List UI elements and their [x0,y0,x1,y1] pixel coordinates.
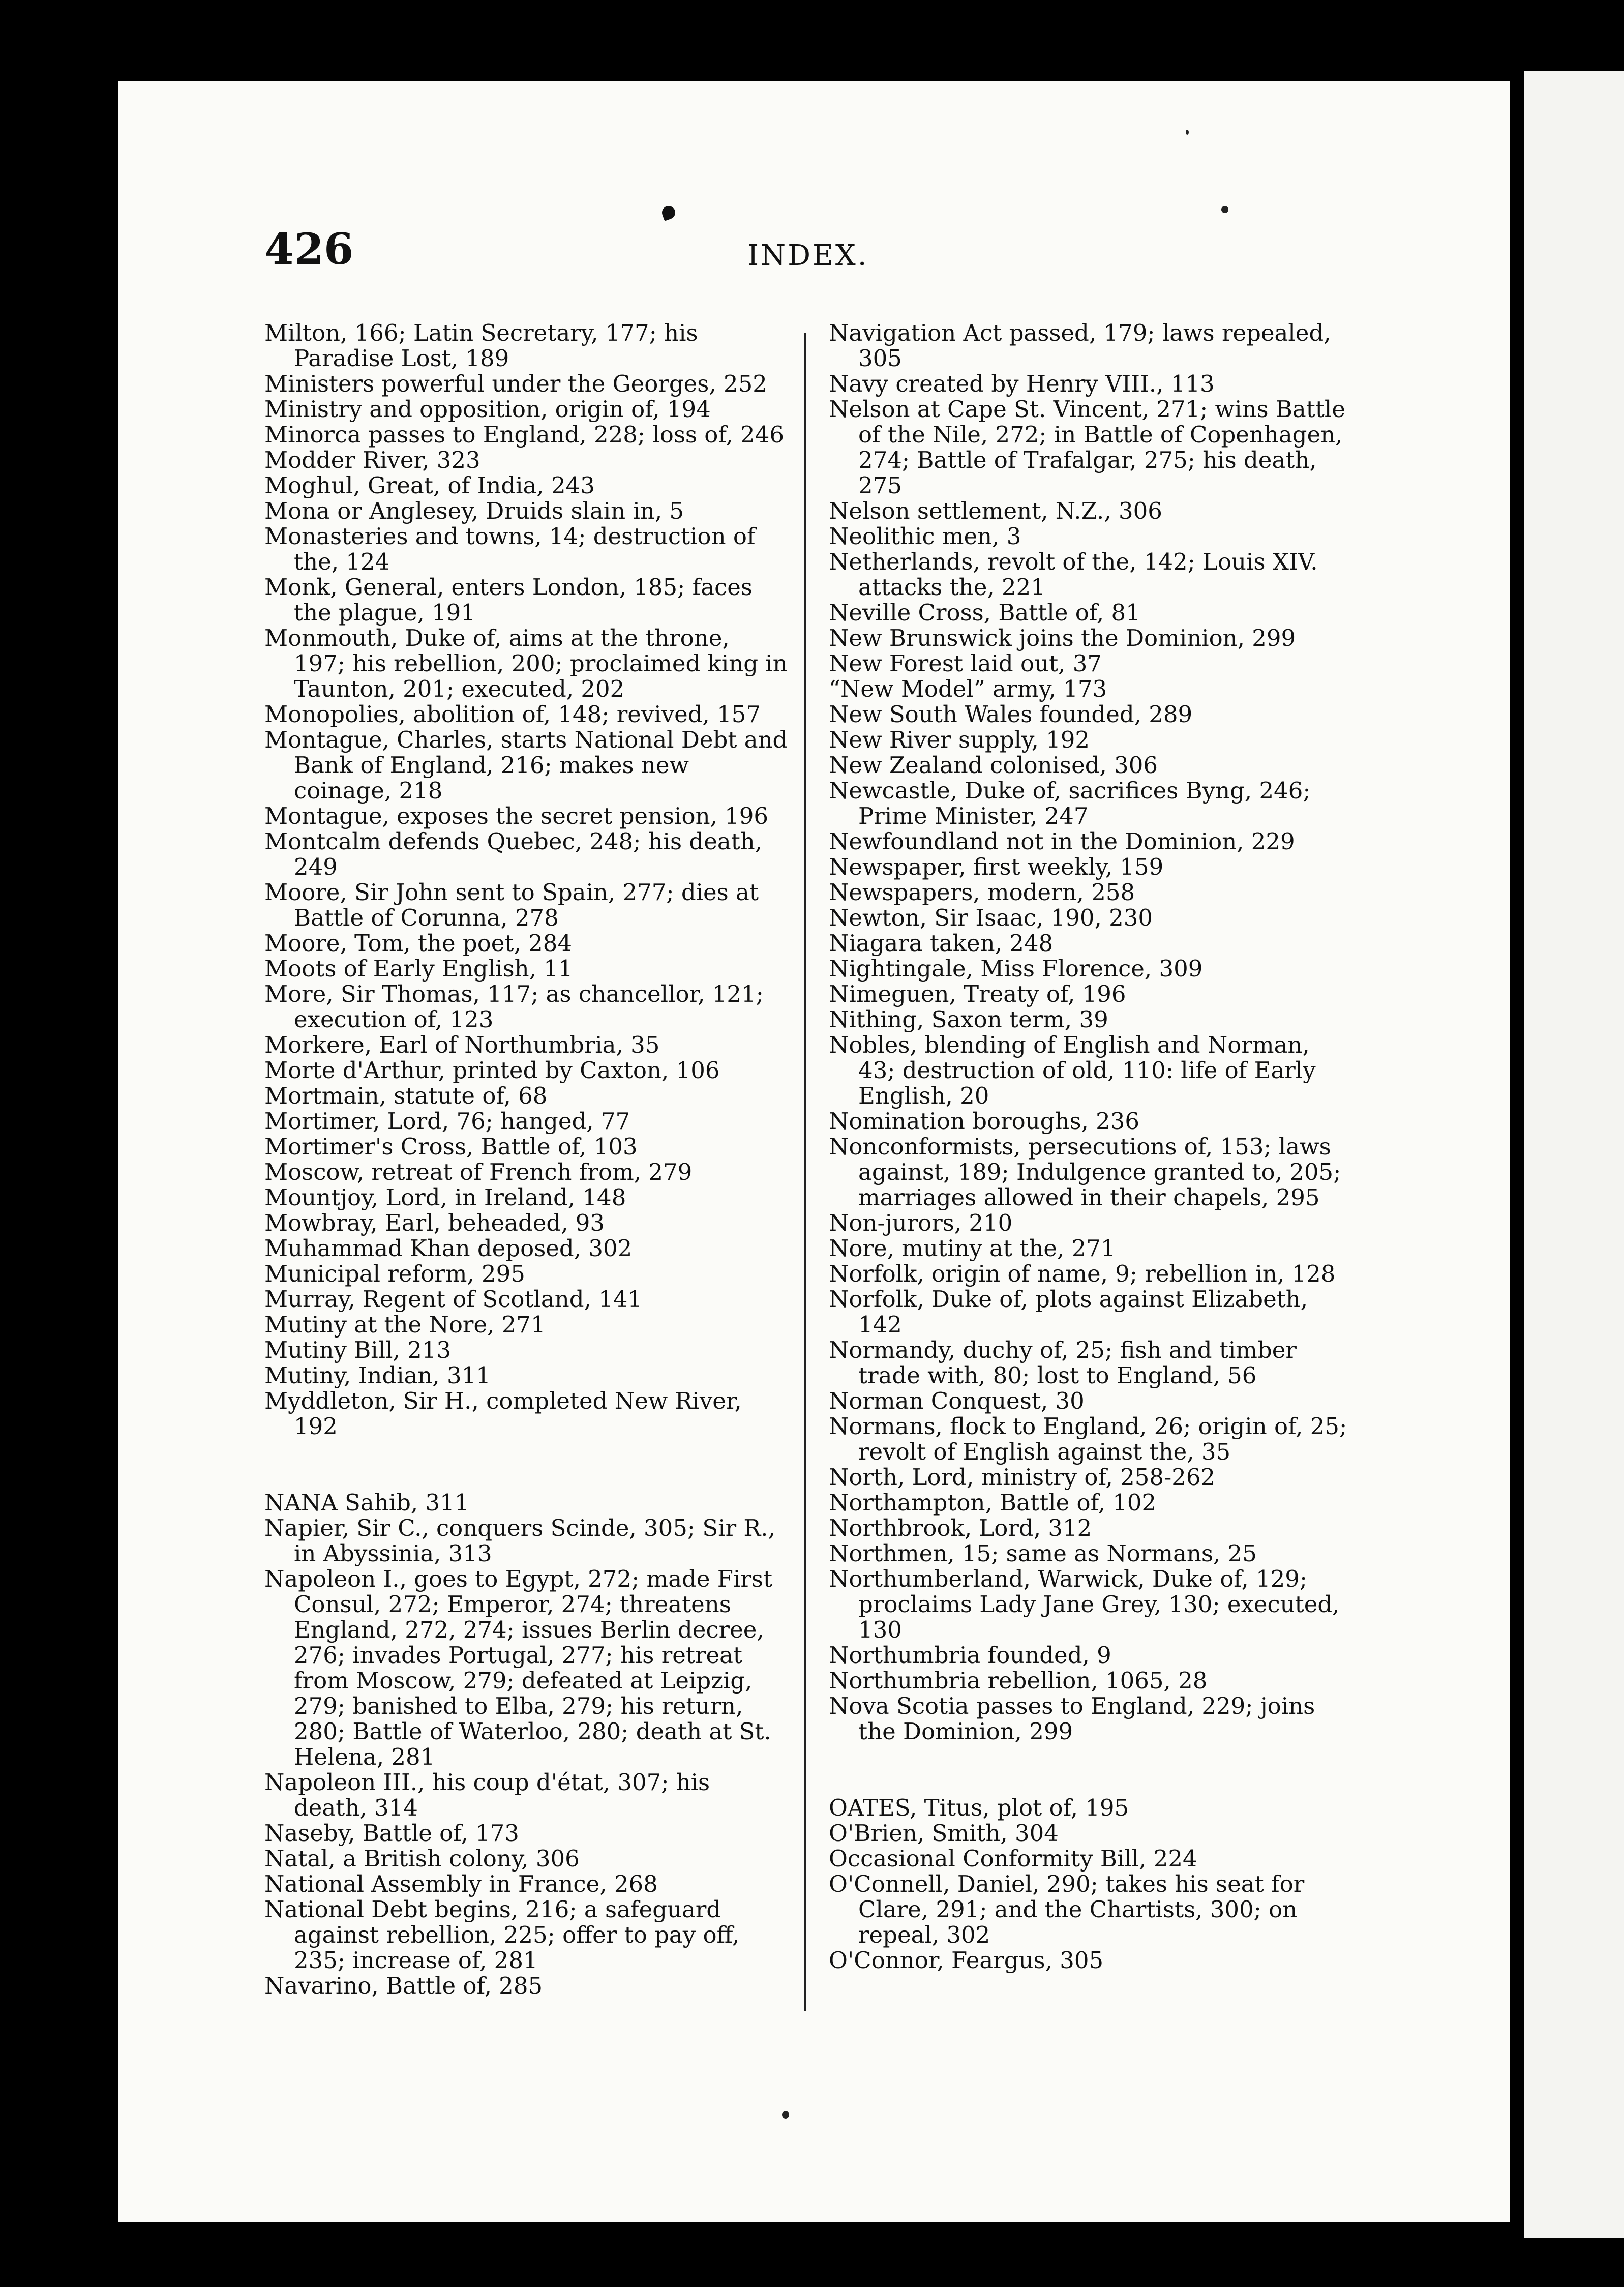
running-head: INDEX. [747,239,869,272]
adjacent-page-edge [1524,71,1624,2238]
index-entry: Normans, flock to England, 26; origin of, 25; revolt of English against the, 35 [829,1413,1347,1465]
index-entry: Northumbria rebellion, 1065, 28 [829,1667,1208,1694]
index-entry: Nelson at Cape St. Vincent, 271; wins Battle of the Nile, 272; in Battle of Copenhagen, 274; Battle of Trafalgar, 275; his death, 275 [829,396,1345,499]
index-entry: Nore, mutiny at the, 271 [829,1235,1116,1262]
index-entry: More, Sir Thomas, 117; as chancellor, 121; execution of, 123 [264,981,764,1033]
index-entry: Nonconformists, persecutions of, 153; laws against, 189; Indulgence granted to, 205; marriages allowed in their chapels, 295 [829,1133,1341,1211]
index-entry: Northmen, 15; same as Normans, 25 [829,1540,1257,1567]
index-entry: Mortimer, Lord, 76; hanged, 77 [264,1108,630,1135]
index-entry: Navarino, Battle of, 285 [264,1972,543,1999]
index-entry: Mowbray, Earl, beheaded, 93 [264,1209,605,1236]
index-entry: Morkere, Earl of Northumbria, 35 [264,1031,660,1058]
index-entry: Newton, Sir Isaac, 190, 230 [829,904,1153,931]
index-entry: Napier, Sir C., conquers Scinde, 305; Sir R., in Abyssinia, 313 [264,1514,775,1567]
index-entry: Normandy, duchy of, 25; fish and timber trade with, 80; lost to England, 56 [829,1336,1297,1389]
index-entry: Non-jurors, 210 [829,1209,1013,1236]
index-entry: Monk, General, enters London, 185; faces the plague, 191 [264,574,753,626]
index-entry: Norfolk, origin of name, 9; rebellion in, 128 [829,1260,1336,1287]
index-entry: Nightingale, Miss Florence, 309 [829,955,1203,982]
index-entry: Muhammad Khan deposed, 302 [264,1235,633,1262]
print-speck [1221,206,1228,213]
index-entry: Neolithic men, 3 [829,523,1021,550]
index-entry: Newspaper, first weekly, 159 [829,853,1164,880]
index-entry: Northumberland, Warwick, Duke of, 129; proclaims Lady Jane Grey, 130; executed, 130 [829,1565,1340,1643]
column-rule [804,333,806,2011]
index-entry: Ministry and opposition, origin of, 194 [264,396,711,423]
index-entry: Nomination boroughs, 236 [829,1108,1140,1135]
index-entry: Morte d'Arthur, printed by Caxton, 106 [264,1057,720,1084]
index-entry: Monmouth, Duke of, aims at the throne, 197; his rebellion, 200; proclaimed king in Taunton, 201; executed, 202 [264,625,788,702]
index-entry: Mona or Anglesey, Druids slain in, 5 [264,497,684,524]
index-entry: Norman Conquest, 30 [829,1387,1085,1414]
index-entry: Moscow, retreat of French from, 279 [264,1159,693,1185]
index-entry: Napoleon III., his coup d'état, 307; his death, 314 [264,1769,710,1821]
index-entry: New Forest laid out, 37 [829,650,1102,677]
index-entry: Navigation Act passed, 179; laws repealed, 305 [829,319,1331,372]
index-entry: Myddleton, Sir H., completed New River, 192 [264,1387,742,1440]
index-entry: Occasional Conformity Bill, 224 [829,1845,1197,1872]
index-entry: Montague, exposes the secret pension, 196 [264,803,769,829]
index-entry: Napoleon I., goes to Egypt, 272; made First Consul, 272; Emperor, 274; threatens England, 272, 274; issues Berlin decree, 276; invades Portugal, 277; his retreat from Moscow, 279; defeated at Leipzig, 279; banished to Elba, 279; his return, 280; Battle of Waterloo, 280; death at St. Helena, 281 [264,1565,773,1770]
index-entry: Mortmain, statute of, 68 [264,1082,548,1109]
index-column-left [264,320,788,1999]
index-entry: Neville Cross, Battle of, 81 [829,599,1140,626]
index-entry: New River supply, 192 [829,726,1090,753]
index-entry: Moore, Tom, the poet, 284 [264,930,573,957]
index-entry: Nelson settlement, N.Z., 306 [829,497,1162,524]
print-speck [782,2111,789,2119]
index-entry: Niagara taken, 248 [829,930,1054,957]
index-entry: O'Connor, Feargus, 305 [829,1947,1104,1974]
index-entry: Nithing, Saxon term, 39 [829,1006,1108,1033]
index-entry: Moore, Sir John sent to Spain, 277; dies at Battle of Corunna, 278 [264,879,759,931]
print-speck [1186,130,1189,135]
index-entry: “New Model” army, 173 [829,675,1107,702]
index-entry: O'Connell, Daniel, 290; takes his seat for Clare, 291; and the Chartists, 300; on repeal, 302 [829,1870,1305,1948]
index-entry: Natal, a British colony, 306 [264,1845,580,1872]
index-entry: Northampton, Battle of, 102 [829,1489,1157,1516]
index-entry: Nova Scotia passes to England, 229; joins the Dominion, 299 [829,1692,1315,1745]
index-entry: North, Lord, ministry of, 258-262 [829,1464,1216,1491]
index-entry: Newspapers, modern, 258 [829,879,1135,906]
index-entry: Nimeguen, Treaty of, 196 [829,981,1126,1007]
index-entry: Naseby, Battle of, 173 [264,1820,519,1847]
index-entry: National Debt begins, 216; a safeguard against rebellion, 225; offer to pay off, 235; increase of, 281 [264,1896,740,1974]
index-entry: Moots of Early English, 11 [264,955,573,982]
index-entry: Newcastle, Duke of, sacrifices Byng, 246; Prime Minister, 247 [829,777,1311,829]
index-entry: Montcalm defends Quebec, 248; his death, 249 [264,828,763,880]
index-entry: Northbrook, Lord, 312 [829,1514,1092,1541]
index-entry: OATES, Titus, plot of, 195 [829,1794,1129,1821]
index-entry: Milton, 166; Latin Secretary, 177; his Paradise Lost, 189 [264,319,698,372]
index-entry: NANA Sahib, 311 [264,1489,469,1516]
index-entry: Mortimer's Cross, Battle of, 103 [264,1133,638,1160]
index-entry: Mutiny Bill, 213 [264,1336,451,1363]
index-entry: Modder River, 323 [264,447,480,473]
index-entry: O'Brien, Smith, 304 [829,1820,1059,1847]
index-entry: Monopolies, abolition of, 148; revived, 157 [264,701,761,728]
index-entry: National Assembly in France, 268 [264,1870,658,1897]
index-entry: Mutiny at the Nore, 271 [264,1311,546,1338]
index-entry: Ministers powerful under the Georges, 252 [264,370,767,397]
index-entry: Netherlands, revolt of the, 142; Louis XIV. attacks the, 221 [829,548,1318,601]
index-entry: New South Wales founded, 289 [829,701,1193,728]
index-entry: Montague, Charles, starts National Debt and Bank of England, 216; makes new coinage, 218 [264,726,788,804]
page-number: 426 [264,224,354,274]
index-entry: Monasteries and towns, 14; destruction of the, 124 [264,523,756,575]
index-entry: Moghul, Great, of India, 243 [264,472,595,499]
index-entry: Northumbria founded, 9 [829,1642,1111,1669]
index-entry: Minorca passes to England, 228; loss of, 246 [264,421,784,448]
index-entry: New Zealand colonised, 306 [829,752,1158,779]
index-entry: Mutiny, Indian, 311 [264,1362,491,1389]
index-column-right [829,320,1352,1973]
index-entry: Navy created by Henry VIII., 113 [829,370,1215,397]
index-entry: New Brunswick joins the Dominion, 299 [829,625,1296,651]
index-entry: Mountjoy, Lord, in Ireland, 148 [264,1184,626,1211]
index-entry: Municipal reform, 295 [264,1260,525,1287]
index-entry: Murray, Regent of Scotland, 141 [264,1286,643,1313]
index-entry: Newfoundland not in the Dominion, 229 [829,828,1295,855]
index-entry: Nobles, blending of English and Norman, 43; destruction of old, 110: life of Early English, 20 [829,1031,1316,1109]
index-entry: Norfolk, Duke of, plots against Elizabeth, 142 [829,1286,1308,1338]
